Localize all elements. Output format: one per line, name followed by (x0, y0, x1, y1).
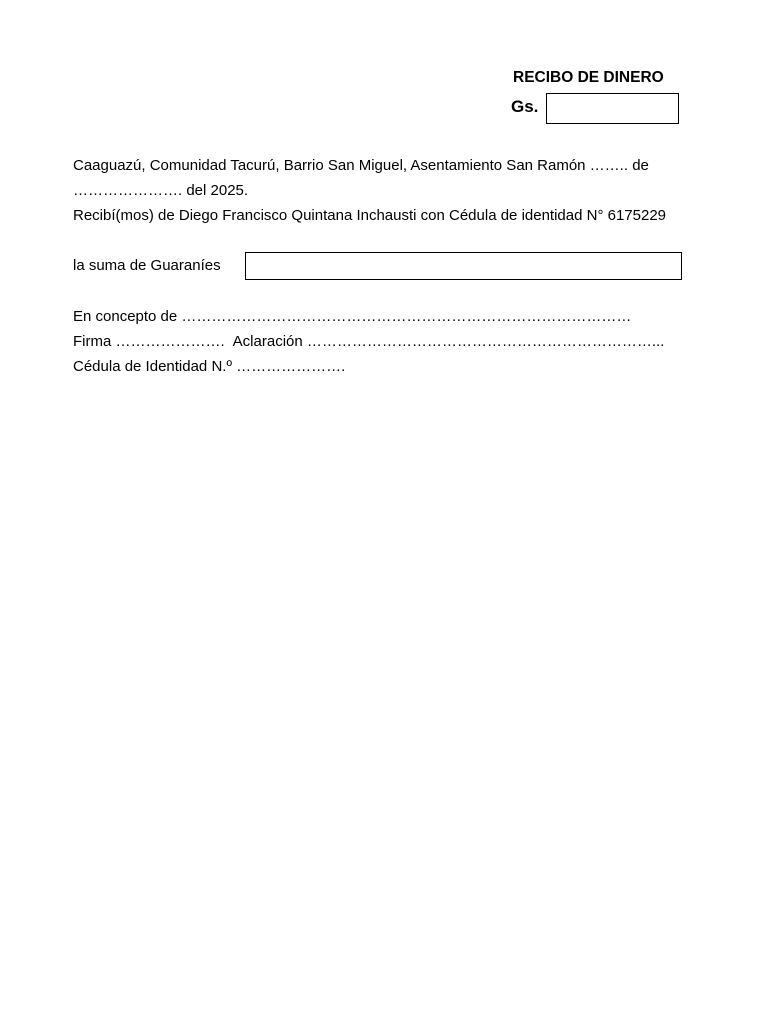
location-line: Caaguazú, Comunidad Tacurú, Barrio San Miguel, Asentamiento San Ramón …….. de (73, 157, 649, 174)
signature-line (73, 333, 664, 350)
amount-currency-label: Gs. (511, 97, 539, 116)
concept-line: En concepto de ……………………………………………………………………………… (73, 308, 632, 325)
sum-label: la suma de Guaraníes (73, 257, 221, 274)
received-from-line: Recibí(mos) de Diego Francisco Quintana Inchausti con Cédula de identidad N° 6175229 (73, 207, 667, 224)
cedula-line: Cédula de Identidad N.º …………………. (73, 358, 346, 375)
receipt-title: RECIBO DE DINERO (513, 69, 664, 86)
date-line: …………………. del 2025. (73, 182, 249, 199)
aclaracion-label: Aclaración ……………………………………………………………... (232, 333, 665, 350)
amount-input-box[interactable] (546, 93, 679, 124)
firma-label: Firma …………………. (73, 333, 225, 350)
sum-input-box[interactable] (245, 252, 682, 280)
